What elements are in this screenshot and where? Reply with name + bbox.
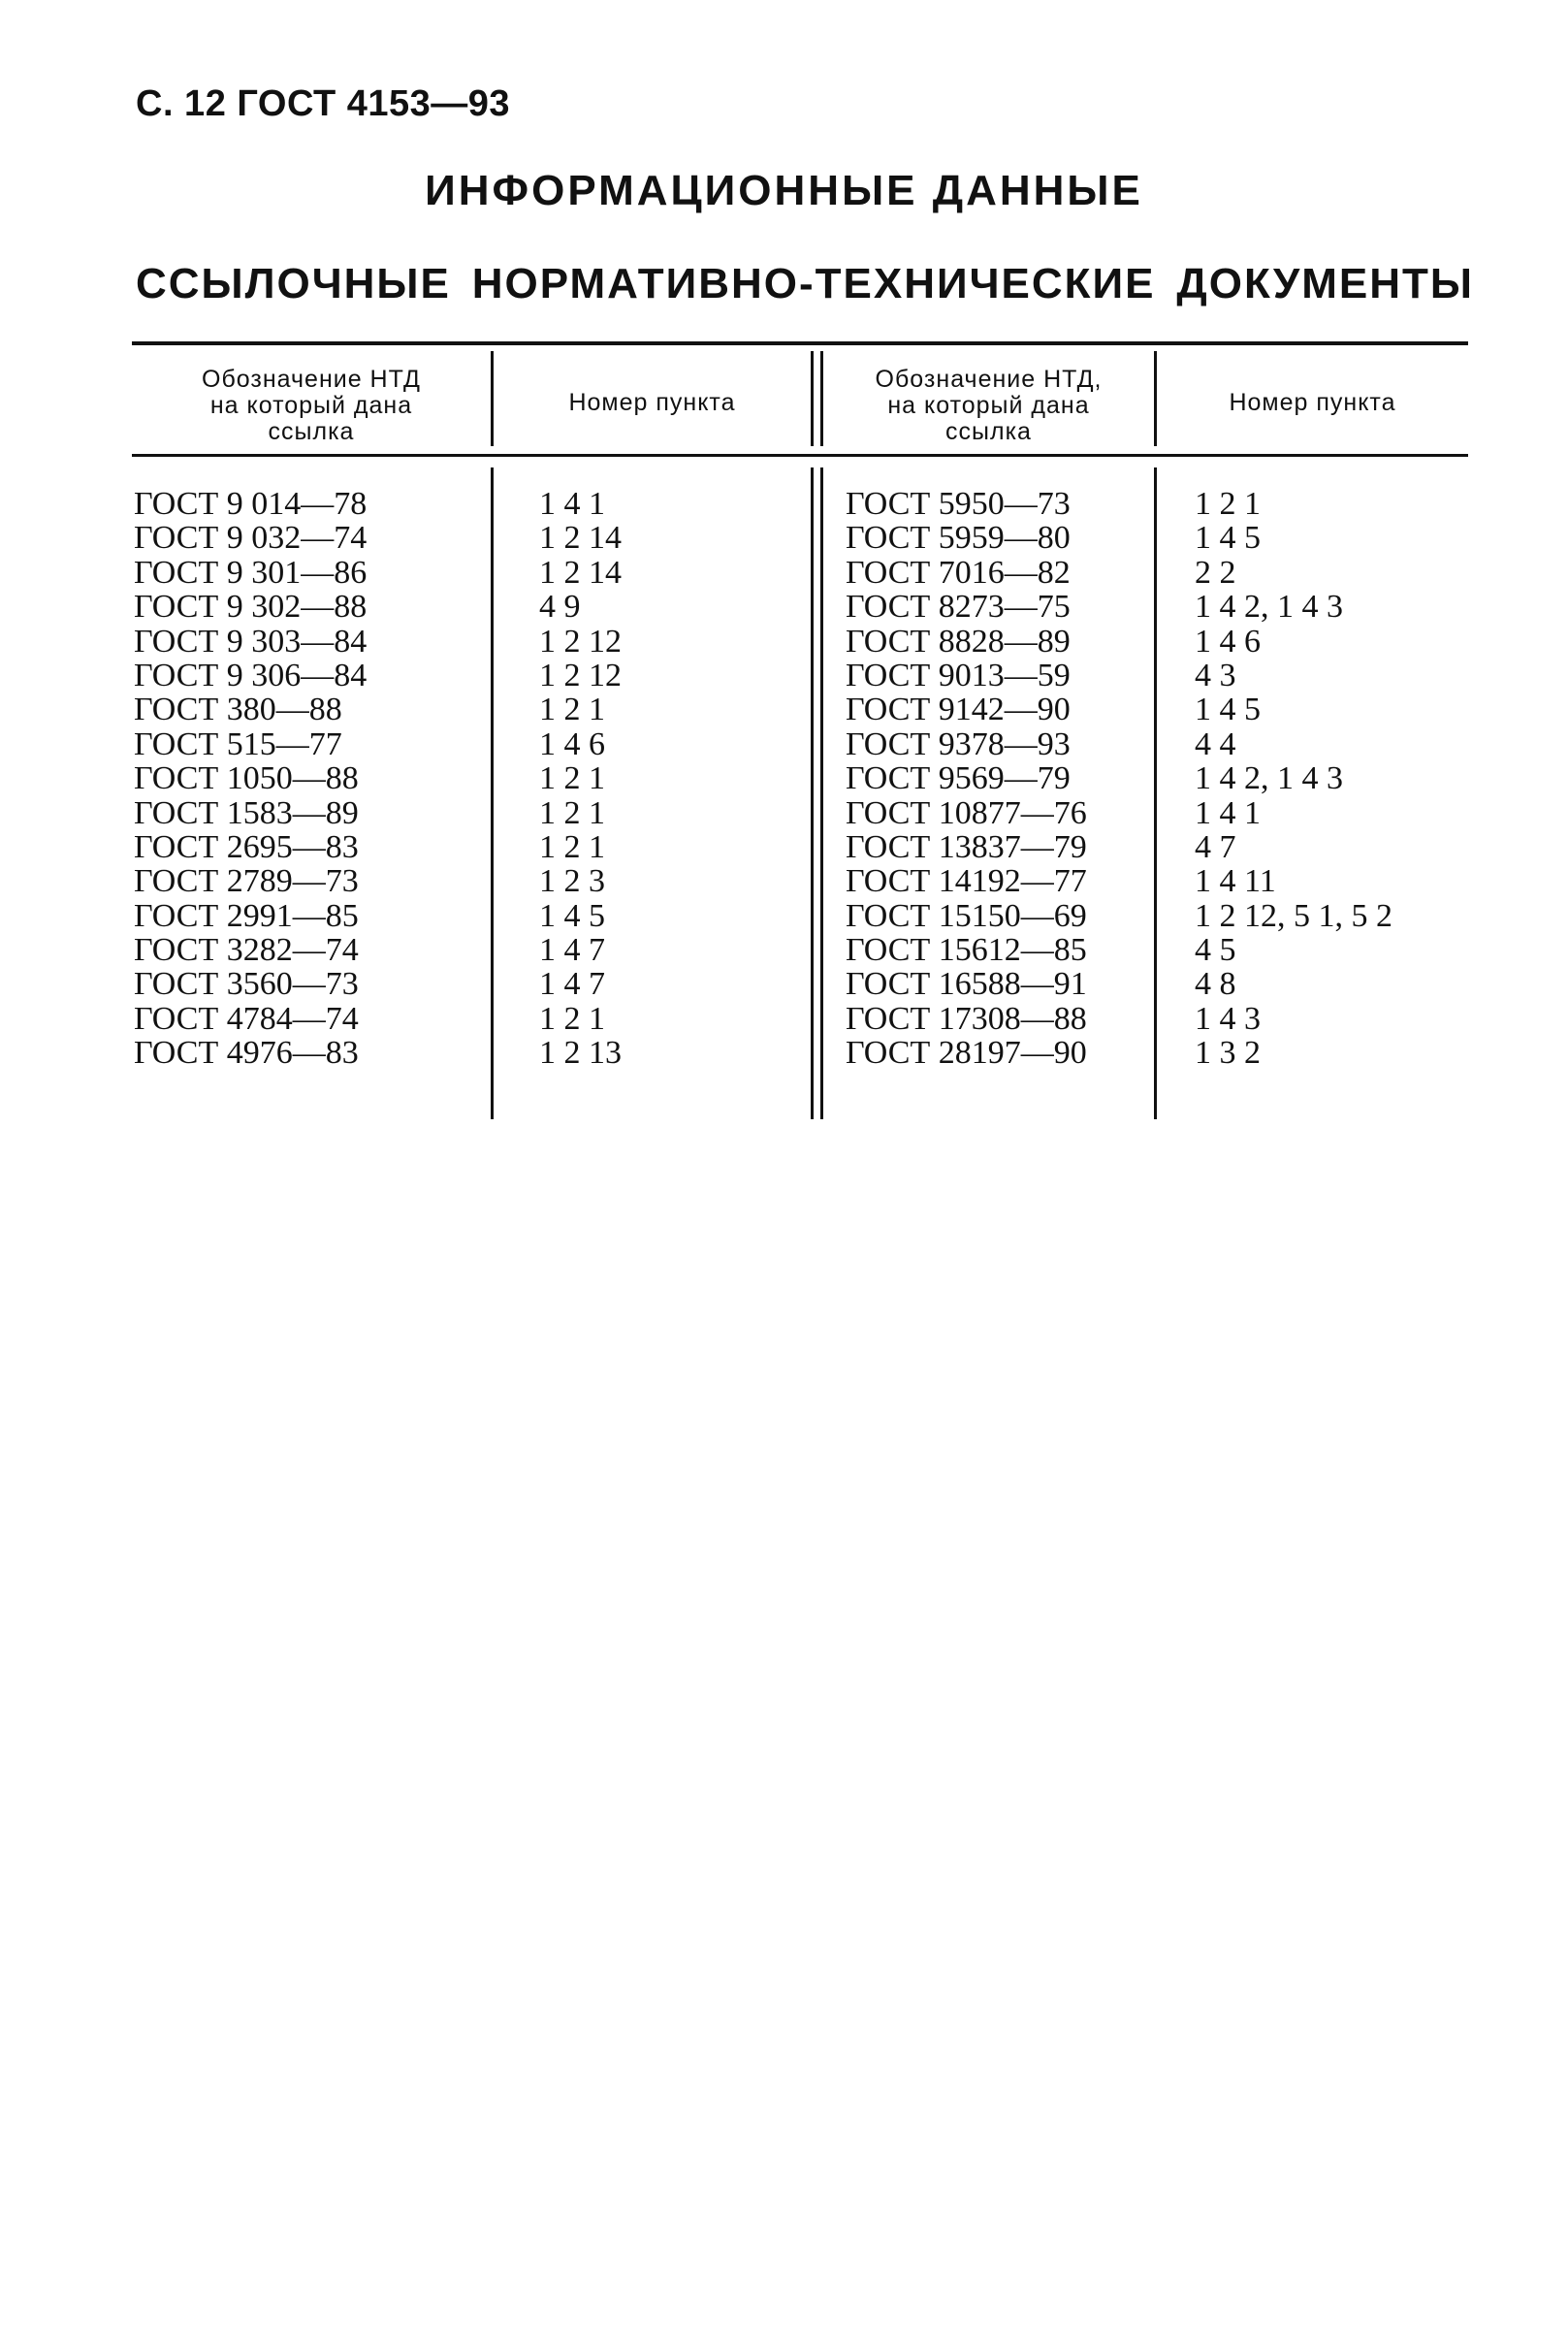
table-cell-item: 1 2 12 (539, 623, 622, 660)
table-cell-item: 4 4 (1195, 725, 1236, 762)
table-cell-item: 1 4 7 (539, 966, 605, 1003)
table-cell-designation: ГОСТ 3282—74 (134, 932, 359, 969)
table-cell-item: 1 2 1 (539, 794, 605, 831)
table-cell-designation: ГОСТ 9 301—86 (134, 554, 368, 591)
table-cell-designation: ГОСТ 15612—85 (846, 932, 1087, 969)
table-cell-item: 1 4 1 (539, 486, 605, 522)
table-cell-designation: ГОСТ 380—88 (134, 692, 342, 728)
table-cell-designation: ГОСТ 10877—76 (846, 794, 1087, 831)
table-cell-item: 2 2 (1195, 554, 1236, 591)
table-cell-designation: ГОСТ 9013—59 (846, 657, 1071, 693)
table-cell-item: 4 7 (1195, 828, 1236, 865)
table-cell-designation: ГОСТ 14192—77 (846, 863, 1087, 900)
table-cell-item: 4 3 (1195, 657, 1236, 693)
double-column-divider (811, 467, 814, 1119)
table-cell-designation: ГОСТ 2695—83 (134, 828, 359, 865)
table-cell-item: 1 4 7 (539, 932, 605, 969)
table-header-rule (132, 454, 1468, 457)
page-reference-header: С. 12 ГОСТ 4153—93 (136, 83, 511, 124)
table-cell-item: 1 2 14 (539, 554, 622, 591)
column-divider (1154, 467, 1157, 1119)
table-cell-item: 1 2 12 (539, 657, 622, 693)
table-cell-designation: ГОСТ 9142—90 (846, 692, 1071, 728)
table-cell-item: 4 5 (1195, 932, 1236, 969)
header-item-right: Номер пункта (1229, 389, 1396, 416)
left-item-column (539, 487, 622, 1071)
table-cell-designation: ГОСТ 5959—80 (846, 520, 1071, 557)
table-cell-designation: ГОСТ 3560—73 (134, 966, 359, 1003)
table-cell-item: 1 4 1 (1195, 794, 1261, 831)
header-designation-left (132, 367, 491, 445)
table-cell-designation: ГОСТ 9 032—74 (134, 520, 368, 557)
header-line: Обозначение НТД, (875, 366, 1103, 393)
table-cell-item: 1 4 5 (539, 897, 605, 934)
header-item-left: Номер пункта (568, 389, 736, 416)
table-cell-item: 1 4 5 (1195, 692, 1261, 728)
table-cell-designation: ГОСТ 9378—93 (846, 725, 1071, 762)
double-column-divider (811, 351, 814, 446)
table-cell-item: 1 2 13 (539, 1035, 622, 1072)
header-line: на который дана (209, 392, 413, 419)
table-cell-designation: ГОСТ 8273—75 (846, 589, 1071, 626)
table-cell-item: 1 4 6 (1195, 623, 1261, 660)
table-cell-designation: ГОСТ 2789—73 (134, 863, 359, 900)
table-cell-designation: ГОСТ 4976—83 (134, 1035, 359, 1072)
header-line: на который дана (887, 392, 1090, 419)
table-cell-item: 1 4 2, 1 4 3 (1195, 760, 1343, 797)
section-title: ССЫЛОЧНЫЕ НОРМАТИВНО-ТЕХНИЧЕСКИЕ ДОКУМЕНТЫ (136, 260, 1474, 307)
left-designation-column (134, 487, 367, 1071)
table-cell-designation: ГОСТ 1583—89 (134, 794, 359, 831)
table-cell-item: 1 4 3 (1195, 1000, 1261, 1037)
table-cell-designation: ГОСТ 515—77 (134, 725, 342, 762)
table-cell-item: 1 2 1 (539, 1000, 605, 1037)
table-cell-item: 1 2 1 (539, 692, 605, 728)
header-line: Обозначение НТД (202, 366, 421, 393)
table-cell-designation: ГОСТ 9 306—84 (134, 657, 368, 693)
table-cell-item: 1 4 6 (539, 725, 605, 762)
header-line: ссылка (945, 418, 1032, 445)
table-cell-item: 1 2 1 (539, 828, 605, 865)
table-cell-designation: ГОСТ 1050—88 (134, 760, 359, 797)
table-cell-designation: ГОСТ 9569—79 (846, 760, 1071, 797)
table-top-rule (132, 341, 1468, 345)
table-cell-designation: ГОСТ 9 302—88 (134, 589, 368, 626)
table-cell-designation: ГОСТ 2991—85 (134, 897, 359, 934)
table-cell-item: 1 3 2 (1195, 1035, 1261, 1072)
right-designation-column (846, 487, 1087, 1071)
table-cell-designation: ГОСТ 8828—89 (846, 623, 1071, 660)
table-cell-designation: ГОСТ 9 014—78 (134, 486, 368, 522)
header-designation-right (823, 367, 1154, 445)
table-cell-designation: ГОСТ 13837—79 (846, 828, 1087, 865)
header-line: ссылка (268, 418, 355, 445)
table-cell-item: 4 9 (539, 589, 581, 626)
right-item-column (1195, 487, 1392, 1071)
table-cell-item: 1 2 1 (539, 760, 605, 797)
table-cell-designation: ГОСТ 7016—82 (846, 554, 1071, 591)
table-cell-designation: ГОСТ 4784—74 (134, 1000, 359, 1037)
table-cell-designation: ГОСТ 28197—90 (846, 1035, 1087, 1072)
table-cell-item: 1 4 11 (1195, 863, 1276, 900)
table-cell-designation: ГОСТ 16588—91 (846, 966, 1087, 1003)
column-divider (491, 467, 494, 1119)
table-cell-item: 1 2 14 (539, 520, 622, 557)
table-cell-designation: ГОСТ 17308—88 (846, 1000, 1087, 1037)
table-cell-item: 1 2 1 (1195, 486, 1261, 522)
table-cell-designation: ГОСТ 9 303—84 (134, 623, 368, 660)
table-cell-designation: ГОСТ 15150—69 (846, 897, 1087, 934)
table-cell-item: 1 2 3 (539, 863, 605, 900)
table-cell-item: 1 4 5 (1195, 520, 1261, 557)
table-cell-item: 1 2 12, 5 1, 5 2 (1195, 897, 1392, 934)
table-cell-item: 1 4 2, 1 4 3 (1195, 589, 1343, 626)
double-column-divider (820, 467, 823, 1119)
table-cell-item: 4 8 (1195, 966, 1236, 1003)
document-title: ИНФОРМАЦИОННЫЕ ДАННЫЕ (425, 167, 1143, 214)
table-cell-designation: ГОСТ 5950—73 (846, 486, 1071, 522)
